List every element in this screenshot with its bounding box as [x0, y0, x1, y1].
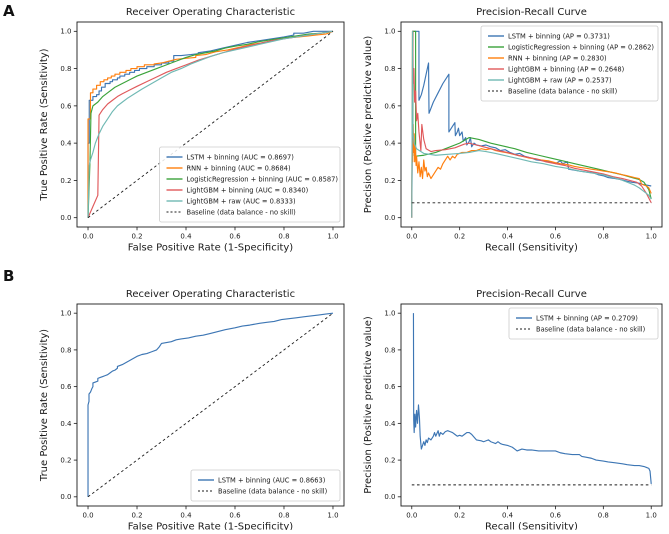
y-tick-label: 0.4	[60, 419, 72, 428]
x-axis-label: Recall (Sensitivity)	[485, 521, 578, 530]
x-tick-label: 0.0	[406, 511, 418, 520]
legend-box	[509, 308, 658, 339]
y-tick-label: 0.6	[384, 383, 396, 392]
y-tick-label: 0.4	[384, 139, 396, 148]
x-tick-label: 0.8	[597, 511, 609, 520]
legend	[191, 470, 340, 501]
y-tick-label: 0.6	[60, 102, 72, 111]
y-tick-label: 0.8	[384, 64, 396, 73]
chart-title: Precision-Recall Curve	[476, 289, 587, 300]
x-tick-label: 0.2	[131, 511, 143, 520]
y-tick-label: 0.2	[60, 176, 72, 185]
y-tick-label: 0.8	[60, 346, 72, 355]
legend	[509, 308, 658, 339]
x-tick-label: 0.0	[82, 232, 94, 241]
series-baseline	[88, 313, 333, 497]
legend	[481, 26, 658, 101]
y-tick-label: 0.0	[384, 493, 396, 502]
roc-chart-panel-a	[28, 0, 352, 272]
x-tick-label: 1.0	[327, 511, 339, 520]
legend-label-rnn-binning: RNN + binning (AP = 0.2830)	[508, 54, 607, 63]
pr-chart-panel-a	[352, 0, 668, 272]
x-tick-label: 1.0	[645, 232, 657, 241]
b-roc-svg	[28, 281, 352, 530]
y-tick-label: 0.6	[60, 383, 72, 392]
legend-label-baseline: Baseline (data balance - no skill)	[536, 325, 646, 334]
x-tick-label: 0.2	[454, 232, 466, 241]
x-tick-label: 0.6	[549, 232, 562, 241]
x-tick-label: 0.4	[501, 232, 514, 241]
y-tick-label: 0.4	[60, 139, 72, 148]
y-tick-label: 1.0	[60, 309, 72, 318]
y-tick-label: 1.0	[384, 27, 396, 36]
legend-label-lstm-binning: LSTM + binning (AP = 0.2709)	[536, 314, 638, 323]
y-tick-label: 0.2	[384, 456, 396, 465]
chart-title: Precision-Recall Curve	[476, 7, 587, 18]
y-tick-label: 0.2	[384, 176, 396, 185]
a-roc-svg	[28, 0, 352, 268]
y-tick-label: 1.0	[60, 27, 72, 36]
x-tick-label: 1.0	[645, 511, 657, 520]
x-tick-label: 0.8	[597, 232, 609, 241]
legend-label-baseline: Baseline (data balance - no skill)	[508, 87, 618, 96]
b-pr-svg	[352, 281, 668, 530]
panel-label-a: A	[3, 2, 15, 20]
y-axis-label: True Positive Rate (Sensitivity)	[39, 328, 50, 482]
pr-chart-panel-b	[352, 281, 668, 534]
y-tick-label: 1.0	[384, 309, 396, 318]
x-axis-label: False Positive Rate (1-Specificity)	[127, 242, 294, 254]
legend	[160, 147, 341, 222]
x-tick-label: 0.6	[229, 232, 241, 241]
legend-label-lightgbm-binning: LightGBM + binning (AUC = 0.8340)	[186, 186, 309, 195]
legend-label-baseline: Baseline (data balance - no skill)	[218, 487, 328, 496]
y-tick-label: 0.6	[384, 102, 396, 111]
x-tick-label: 0.6	[549, 511, 562, 520]
legend-label-logreg-binning: LogisticRegression + binning (AP = 0.2862)	[508, 43, 655, 52]
x-tick-label: 0.6	[229, 511, 241, 520]
x-axis-label: Recall (Sensitivity)	[485, 242, 578, 254]
x-tick-label: 0.0	[406, 232, 418, 241]
legend-label-lightgbm-raw: LightGBM + raw (AP = 0.2537)	[508, 76, 612, 85]
panel-label-b: B	[3, 267, 15, 285]
x-tick-label: 0.2	[454, 511, 466, 520]
y-tick-label: 0.8	[384, 346, 396, 355]
a-pr-svg	[352, 0, 668, 268]
legend-label-lstm-binning: LSTM + binning (AUC = 0.8697)	[186, 153, 294, 162]
legend-label-baseline: Baseline (data balance - no skill)	[186, 208, 296, 217]
legend-label-logreg-binning: LogisticRegression + binning (AUC = 0.8587)	[186, 175, 339, 184]
x-tick-label: 0.0	[82, 511, 94, 520]
roc-chart-panel-b	[28, 281, 352, 534]
y-tick-label: 0.8	[60, 64, 72, 73]
x-tick-label: 0.2	[131, 232, 143, 241]
y-tick-label: 0.0	[60, 214, 72, 223]
x-tick-label: 0.4	[180, 232, 192, 241]
y-axis-label: Precision (Positive predictive value)	[363, 35, 374, 214]
y-tick-label: 0.2	[60, 456, 72, 465]
x-axis-label: False Positive Rate (1-Specificity)	[127, 521, 294, 530]
y-axis-label: True Positive Rate (Sensitivity)	[39, 48, 50, 201]
x-tick-label: 0.4	[501, 511, 514, 520]
x-tick-label: 0.8	[278, 232, 290, 241]
x-tick-label: 1.0	[327, 232, 339, 241]
legend-label-lstm-binning: LSTM + binning (AUC = 0.8663)	[218, 476, 326, 485]
legend-label-rnn-binning: RNN + binning (AUC = 0.8684)	[186, 164, 291, 173]
legend-label-lightgbm-raw: LightGBM + raw (AUC = 0.8333)	[186, 197, 296, 206]
y-tick-label: 0.0	[384, 214, 396, 223]
x-tick-label: 0.4	[180, 511, 192, 520]
x-tick-label: 0.8	[278, 511, 290, 520]
legend-label-lstm-binning: LSTM + binning (AP = 0.3731)	[508, 32, 610, 41]
legend-box	[191, 470, 340, 501]
chart-title: Receiver Operating Characteristic	[125, 289, 296, 300]
y-tick-label: 0.0	[60, 493, 72, 502]
y-tick-label: 0.4	[384, 419, 396, 428]
chart-title: Receiver Operating Characteristic	[125, 7, 296, 18]
y-axis-label: Precision (Positive predictive value)	[363, 316, 374, 494]
legend-label-lightgbm-binning: LightGBM + binning (AP = 0.2648)	[508, 65, 625, 74]
